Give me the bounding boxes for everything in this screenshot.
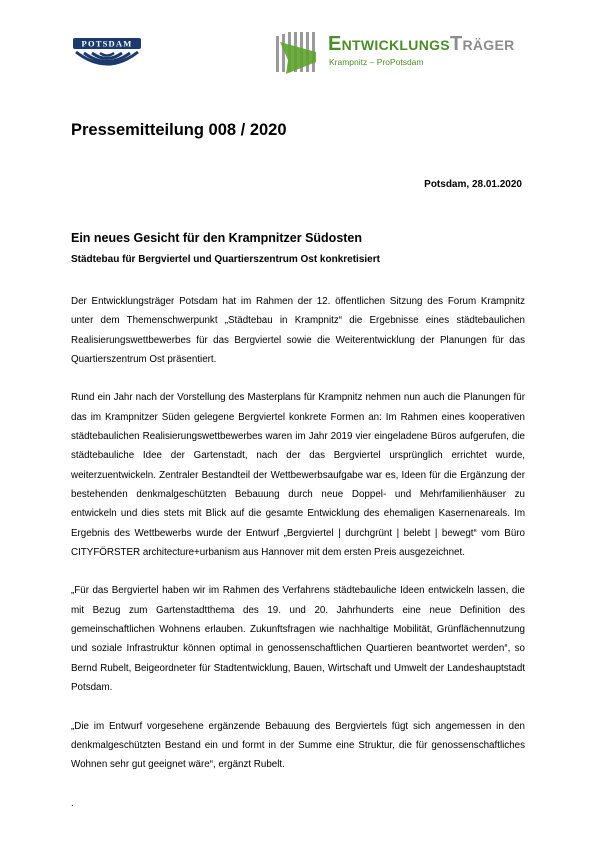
- body-text: [71, 292, 525, 813]
- potsdam-logo-text: POTSDAM: [81, 38, 133, 49]
- body-paragraph: „Für das Bergviertel haben wir im Rahmen des Verfahrens städtebauliche Ideen entwickeln lassen, die mit Bezug zum Gartenstadtthema des 19. und 20. Jahrhunderts eine neue Definition des gemeinschaftlichen Wohnens erlauben. Zukunftsfragen wie nachhaltige Mobilität, Grünflächennutzung und soziale Infrastruktur können optimal in genossenschaftlichen Quartieren beantwortet werden“, so Bernd Rubelt, Beigeordneter für Stadtentwicklung, Bauen, Wirtschaft und Umwelt der Landeshauptstadt Potsdam.: [71, 585, 525, 693]
- entwicklungstraeger-logo: [276, 32, 572, 80]
- subheadline: Städtebau für Bergviertel und Quartierszentrum Ost konkretisiert: [71, 254, 380, 265]
- entwicklungstraeger-logo-title: EntwicklungsTräger: [328, 33, 515, 55]
- dateline: Potsdam, 28.01.2020: [424, 179, 522, 190]
- body-paragraph: Rund ein Jahr nach der Vorstellung des Masterplans für Krampnitz nehmen nun auch die Planungen für das im Krampnitzer Süden gelegene Bergviertel konkrete Formen an: Im Rahmen eines kooperativen städtebaulichen Realisierungswettbewerbes waren im Jahr 2019 vier eingeladene Büros aufgerufen, die städtebauliche Idee der Gartenstadt, nach der das Bergviertel ursprünglich errichtet wurde, weiterzuentwickeln. Zentraler Bestandteil der Wettbewerbsaufgabe war es, Ideen für die Ergänzung der bestehenden denkmalgeschützten Bebauung durch neue Doppel- und Mehrfamilienhäuser zu entwickeln und dies stets mit Blick auf die gesamte Entwicklung des ehemaligen Kasernenareals. Im Ergebnis des Wettbewerbs wurde der Entwurf „Bergviertel | durchgrünt | belebt | bewegt“ vom Büro CITYFÖRSTER architecture+urbanism aus Hannover mit dem ersten Preis ausgezeichnet.: [71, 392, 525, 558]
- potsdam-logo: [70, 36, 144, 72]
- press-release-title: Pressemitteilung 008 / 2020: [71, 121, 287, 139]
- body-paragraph: Der Entwicklungsträger Potsdam hat im Rahmen der 12. öffentlichen Sitzung des Forum Krampnitz unter dem Themenschwerpunkt „Städtebau in Krampnitz“ die Ergebnisse eines städtebaulichen Realisierungswettbewerbes für das Bergviertel sowie die Weiterentwicklung der Planungen für das Quartierszentrum Ost präsentiert.: [71, 296, 525, 365]
- entwicklungstraeger-mark-icon: [276, 32, 318, 76]
- body-paragraph: „Die im Entwurf vorgesehene ergänzende Bebauung des Bergviertels fügt sich angemessen in den denkmalgeschützten Bestand ein und formt in der Summe eine Struktur, die für genossenschaftliches Wohnen sehr gut geeignet wäre“, ergänzt Rubelt.: [71, 720, 525, 771]
- body-paragraph: .: [71, 797, 74, 809]
- entwicklungstraeger-logo-subtitle: Krampnitz – ProPotsdam: [329, 57, 424, 67]
- headline: Ein neues Gesicht für den Krampnitzer Südosten: [71, 231, 363, 245]
